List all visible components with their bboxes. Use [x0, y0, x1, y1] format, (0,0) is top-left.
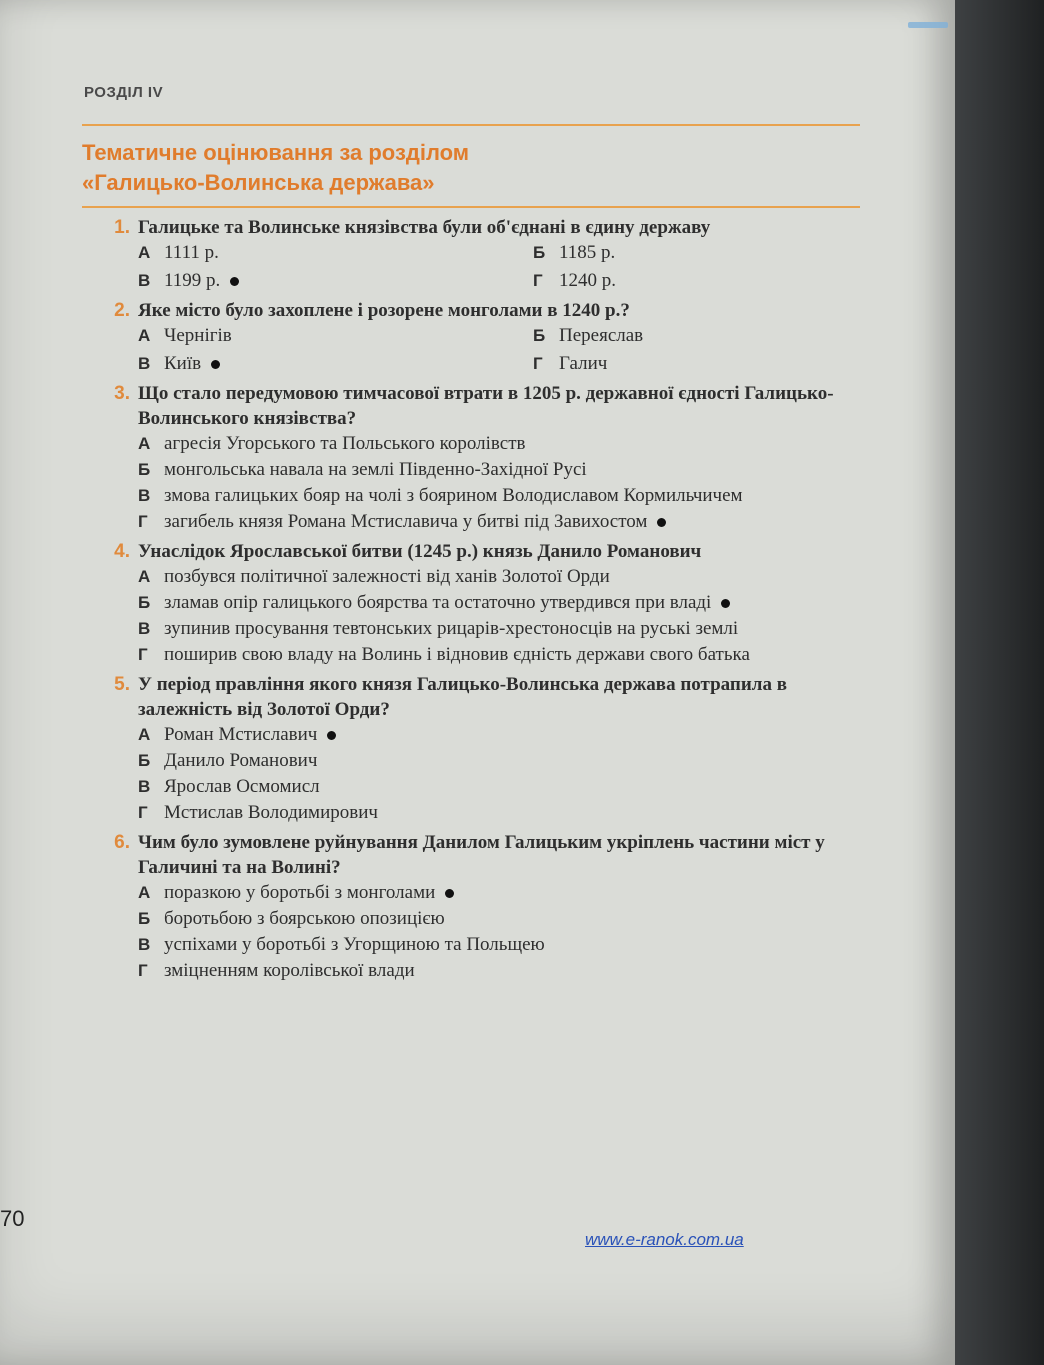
options-list [92, 323, 862, 377]
option-letter: Б [533, 243, 546, 262]
option-text [164, 906, 862, 932]
option-letter: В [138, 619, 151, 638]
answer-option [138, 509, 862, 535]
option-text [164, 240, 533, 266]
option-letter: В [138, 777, 151, 796]
question-4 [92, 539, 862, 668]
option-letter: А [138, 567, 151, 586]
answer-option [533, 351, 862, 377]
option-letter: А [138, 326, 151, 345]
answer-option [533, 268, 862, 294]
monitor-bezel [955, 0, 1044, 1365]
option-label: зламав опір галицького боярства та остаточно утвердився при владі [164, 592, 712, 613]
answer-option [138, 642, 862, 668]
option-letter: Б [138, 593, 151, 612]
option-text [164, 642, 862, 668]
option-text [164, 616, 862, 642]
option-letter: Г [138, 961, 148, 980]
question-number: 1. [114, 217, 130, 238]
option-label: поразкою у боротьбі з монголами [164, 882, 436, 903]
question-6 [92, 830, 862, 984]
answer-option [138, 457, 862, 483]
question-text [92, 381, 862, 431]
option-text [164, 932, 862, 958]
answer-mark-dot-icon [230, 277, 239, 286]
option-letter: В [138, 354, 151, 373]
answer-option [138, 800, 862, 826]
question-body: Чим було зумовлене руйнування Данилом Галицьким укріплень частини міст у Галичині та на Волині? [138, 832, 825, 878]
option-letter: Б [138, 909, 151, 928]
option-label: Київ [164, 353, 202, 374]
answer-mark-dot-icon [445, 889, 454, 898]
option-text [164, 590, 862, 616]
question-number: 2. [114, 300, 130, 321]
answer-option [138, 351, 533, 377]
option-text [164, 722, 862, 748]
question-number: 5. [114, 674, 130, 695]
option-letter: А [138, 434, 151, 453]
option-text [164, 564, 862, 590]
option-text [559, 240, 862, 266]
answer-option [533, 240, 862, 266]
option-letter: В [138, 486, 151, 505]
question-number: 6. [114, 832, 130, 853]
question-number: 3. [114, 383, 130, 404]
option-label: загибель князя Романа Мстиславича у битві під Завихостом [164, 511, 648, 532]
question-body: Галицьке та Волинське князівства були об'єднані в єдину державу [138, 217, 711, 238]
option-label: 1111 р. [164, 242, 219, 263]
option-label: 1185 р. [559, 242, 616, 263]
option-label: Мстислав Володимирович [164, 802, 378, 823]
answer-option [138, 906, 862, 932]
top-rule [82, 124, 860, 126]
answer-mark-dot-icon [657, 518, 666, 527]
option-label: Данило Романович [164, 750, 318, 771]
option-label: зміцненням королівської влади [164, 960, 415, 981]
option-label: поширив свою владу на Волинь і відновив єдність держави свого батька [164, 644, 750, 665]
option-label: 1240 р. [559, 270, 616, 291]
option-label: монгольська навала на землі Південно-Західної Русі [164, 459, 587, 480]
answer-mark-dot-icon [327, 731, 336, 740]
option-label: зупинив просування тевтонських рицарів-хрестоносців на руські землі [164, 618, 739, 639]
answer-option [138, 616, 862, 642]
option-text [164, 509, 862, 535]
options-list [92, 240, 862, 294]
question-body: У період правління якого князя Галицько-Волинська держава потрапила в залежність від Золотої Орди? [138, 674, 787, 720]
option-label: 1199 р. [164, 270, 221, 291]
answer-mark-dot-icon [721, 599, 730, 608]
answer-option [138, 958, 862, 984]
option-label: Роман Мстиславич [164, 724, 318, 745]
option-letter: А [138, 243, 151, 262]
option-letter: Г [138, 512, 148, 531]
answer-option [138, 323, 533, 349]
corner-mark [908, 22, 948, 28]
answer-option [533, 323, 862, 349]
question-text [92, 672, 862, 722]
option-label: змова галицьких бояр на чолі з боярином Володиславом Кормильчичем [164, 485, 743, 506]
answer-option [138, 722, 862, 748]
option-text [164, 774, 862, 800]
question-text [92, 215, 862, 240]
question-2 [92, 298, 862, 377]
option-letter: Б [533, 326, 546, 345]
question-text [92, 298, 862, 323]
option-text [164, 351, 533, 377]
option-label: Галич [559, 353, 608, 374]
option-letter: А [138, 725, 151, 744]
option-text [164, 431, 862, 457]
answer-option [138, 932, 862, 958]
option-text [164, 268, 533, 294]
answer-option [138, 880, 862, 906]
option-letter: Г [533, 354, 543, 373]
option-label: боротьбою з боярською опозицією [164, 908, 445, 929]
option-text [164, 958, 862, 984]
option-text [559, 323, 862, 349]
option-label: Ярослав Осмомисл [164, 776, 320, 797]
option-letter: В [138, 935, 151, 954]
option-text [164, 483, 862, 509]
answer-option [138, 564, 862, 590]
option-text [164, 800, 862, 826]
question-body: Яке місто було захоплене і розорене монголами в 1240 р.? [138, 300, 630, 321]
option-label: Чернігів [164, 325, 232, 346]
question-text [92, 830, 862, 880]
option-label: Переяслав [559, 325, 644, 346]
footer-url-link[interactable]: www.e-ranok.com.ua [585, 1230, 744, 1249]
option-letter: Г [533, 271, 543, 290]
option-text [164, 323, 533, 349]
questions-list [92, 215, 862, 988]
question-text [92, 539, 862, 564]
option-label: агресія Угорського та Польського королівств [164, 433, 526, 454]
options-list [92, 431, 862, 535]
options-list [92, 880, 862, 984]
answer-option [138, 483, 862, 509]
option-letter: Б [138, 460, 151, 479]
option-text [164, 457, 862, 483]
page-number: 70 [0, 1206, 25, 1231]
option-text [164, 880, 862, 906]
answer-option [138, 431, 862, 457]
question-1 [92, 215, 862, 294]
answer-option [138, 240, 533, 266]
option-label: успіхами у боротьбі з Угорщиною та Польщею [164, 934, 545, 955]
question-number: 4. [114, 541, 130, 562]
option-letter: В [138, 271, 151, 290]
option-letter: Б [138, 751, 151, 770]
question-body: Унаслідок Ярославської битви (1245 р.) князь Данило Романович [138, 541, 702, 562]
answer-mark-dot-icon [211, 360, 220, 369]
option-text [164, 748, 862, 774]
option-label: позбувся політичної залежності від ханів Золотої Орди [164, 566, 610, 587]
option-letter: Г [138, 645, 148, 664]
answer-option [138, 774, 862, 800]
option-text [559, 351, 862, 377]
answer-option [138, 748, 862, 774]
answer-option [138, 590, 862, 616]
section-label: РОЗДІЛ IV [84, 84, 164, 101]
option-letter: Г [138, 803, 148, 822]
option-text [559, 268, 862, 294]
options-list [92, 722, 862, 826]
question-3 [92, 381, 862, 535]
option-letter: А [138, 883, 151, 902]
answer-option [138, 268, 533, 294]
title-rule [82, 206, 860, 208]
question-body: Що стало передумовою тимчасової втрати в 1205 р. державної єдності Галицько-Волинського князівства? [138, 383, 834, 429]
title-line-1: Тематичне оцінювання за розділом [82, 140, 470, 165]
page-title [82, 138, 842, 198]
title-line-2: «Галицько-Волинська держава» [82, 170, 435, 195]
options-list [92, 564, 862, 668]
question-5 [92, 672, 862, 826]
